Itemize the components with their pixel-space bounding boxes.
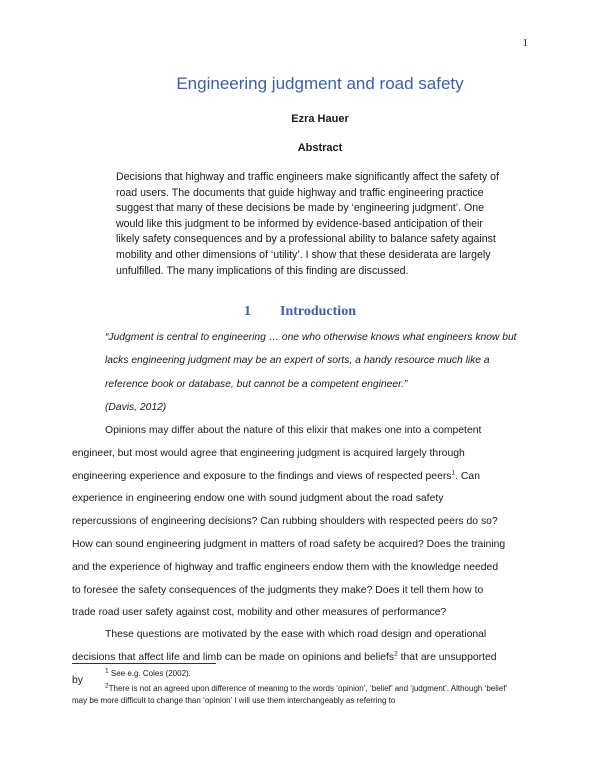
quote-text: “Judgment is central to engineering … one who otherwise knows what engineers know but lacks engineering judgment may be an expert of sorts, a handy resource much like a reference book or database, but cannot be a competent engineer.” [105,332,517,390]
footnote-2-marker: 2 [105,682,109,690]
paper-title: Engineering judgment and road safety [176,74,464,93]
abstract-heading: Abstract [297,142,343,154]
abstract-text: Decisions that highway and traffic engineers make significantly affect the safety of road users. The documents that guide highway and traffic engineering practice suggest that many of these decisions be made by ‘engineering judgment’. One would like this judgment to be informed by evidence-based anticipation of their likely safety consequences and by a professional ability to balance safety against mobility and other dimensions of ‘utility’. I show that these desiderata are largely unfulfilled. The many implications of this finding are discussed. [116,171,499,277]
author-name: Ezra Hauer [291,113,349,125]
paragraph-2-text-a: These questions are motivated by the ease with which road design and operational decisions that affect life and limb can be made on opinions and beliefs [72,629,487,663]
intro-paragraph-1 [72,420,509,625]
section-title: Introduction [280,304,356,319]
paragraph-2-text-b: that are unsupported by [72,651,497,686]
section-number: 1 [244,304,251,319]
page-number: 1 [522,37,528,49]
footnote-divider [72,663,216,664]
footnote-1-text: See e.g. Coles (2002). [110,669,191,678]
epigraph-quote [105,326,525,419]
footnote-ref-1[interactable]: 1 [451,469,456,477]
footnote-1-marker: 1 [105,667,109,675]
paragraph-1-text-b: . Can experience in engineering endow one with sound judgment about the road safety repercussions of engineering decisions? Can rubbing shoulders with respected peers do so? How can sound engineering judgment in matters of road safety be acquired? Does the training and the experience of highway and traffic engineers endow them with the knowledge needed to foresee the safety consequences of the judgments they make? Does it tell them how to trade road user safety against cost, mobility and other measures of performance? [72,470,506,619]
paragraph-1-text-a: Opinions may differ about the nature of this elixir that makes one into a competent engineer, but most would agree that engineering judgment is acquired largely through engineering experience and exposure to the findings and views of respected peers [72,425,482,482]
footnote-2-text: There is not an agreed upon difference of meaning to the words ‘opinion’, ‘belief’ and ‘judgment’. Although ‘belief’ may be more difficult to change than ‘opinion’ I will use them interchangeably as referring to [72,684,508,705]
footnote-2 [72,683,512,707]
quote-citation: (Davis, 2012) [105,401,167,413]
footnote-1 [72,668,512,680]
footnote-ref-2[interactable]: 2 [394,650,398,658]
